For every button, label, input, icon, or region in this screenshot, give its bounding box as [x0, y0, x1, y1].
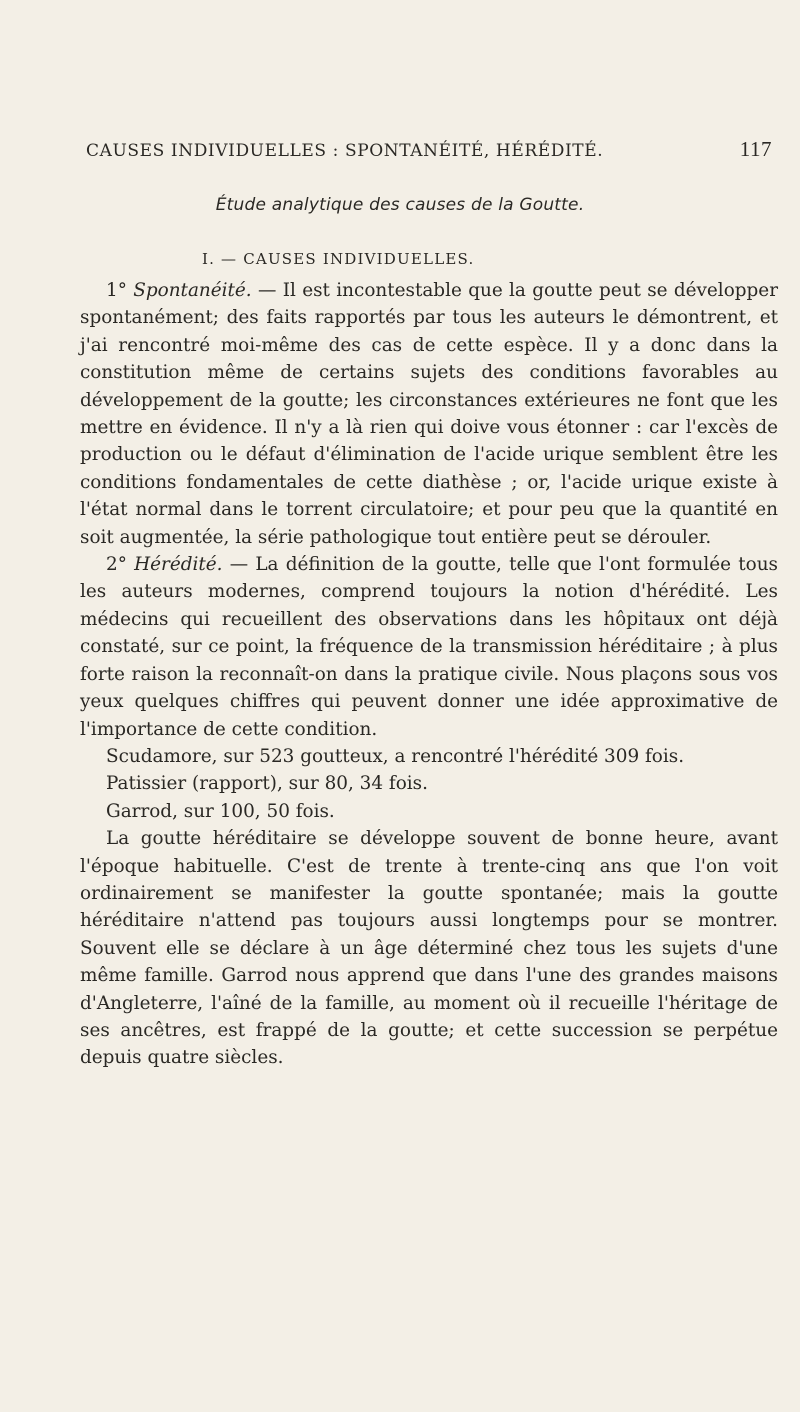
paragraph-label: Spontanéité.: [133, 280, 252, 301]
chapter-heading: Étude analytique des causes de la Goutte.: [215, 195, 585, 215]
paragraph-number: 1°: [106, 280, 127, 301]
paragraph-number: 2°: [106, 554, 127, 576]
paragraph-label: Hérédité.: [134, 554, 223, 576]
paragraph-goutte-hereditaire: La goutte héréditaire se développe souvent de bonne heure, avant l'époque habituelle. C'est de trente à trente-cinq ans que l'on voit ordinairement se manifester la goutte spontanée; mais la goutte héréditaire n'attend pas toujours aussi longtemps pour se montrer. Souvent elle se déclare à un âge déterminé chez tous les sujets d'une même famille. Garrod nous apprend que dans l'une des grandes maisons d'Angleterre, l'aîné de la famille, au moment où il recueille l'héritage de ses ancêtres, est frappé de la goutte; et cette succession se perpétue depuis quatre siècles.: [80, 828, 778, 1069]
paragraph-garrod: Garrod, sur 100, 50 fois.: [106, 800, 335, 822]
paragraph-patissier: Patissier (rapport), sur 80, 34 fois.: [106, 773, 428, 795]
paragraph-text: — Il est incontestable que la goutte peut se développer spontanément; des faits rapportés par tous les auteurs le démontrent, et j'ai rencontré moi-même des cas de cette espèce. Il y a donc dans la constitution même de certains sujets des conditions favorables au développement de la goutte; les circonstances extérieures ne font que les mettre en évidence. Il n'y a là rien qui doive vous étonner : car l'excès de production ou le défaut d'élimination de l'acide urique semblent être les conditions fondamentales de cette diathèse ; or, l'acide urique existe à l'état normal dans le torrent circulatoire; et pour peu que la quantité en soit augmentée, la série pathologique tout entière peut se dérouler.: [80, 280, 778, 548]
body-text: [80, 277, 778, 1072]
page-number: 117: [739, 137, 772, 161]
paragraph-heredite: [80, 551, 778, 743]
paragraph-text: — La définition de la goutte, telle que l'ont formulée tous les auteurs modernes, comprend toujours la notion d'hérédité. Les médecins qui recueillent des observations dans les hôpitaux ont déjà constaté, sur ce point, la fréquence de la transmission héréditaire ; à plus forte raison la reconnaît-on dans la pratique civile. Nous plaçons sous vos yeux quelques chiffres qui peuvent donner une idée approximative de l'importance de cette condition.: [80, 554, 778, 740]
running-head: [86, 137, 772, 171]
paragraph-scudamore: Scudamore, sur 523 goutteux, a rencontré l'hérédité 309 fois.: [106, 745, 685, 767]
paragraph-spontaneite: [80, 277, 778, 551]
running-title: CAUSES INDIVIDUELLES : SPONTANÉITÉ, HÉRÉDITÉ.: [86, 141, 604, 161]
section-title: I. — CAUSES INDIVIDUELLES.: [202, 250, 475, 268]
